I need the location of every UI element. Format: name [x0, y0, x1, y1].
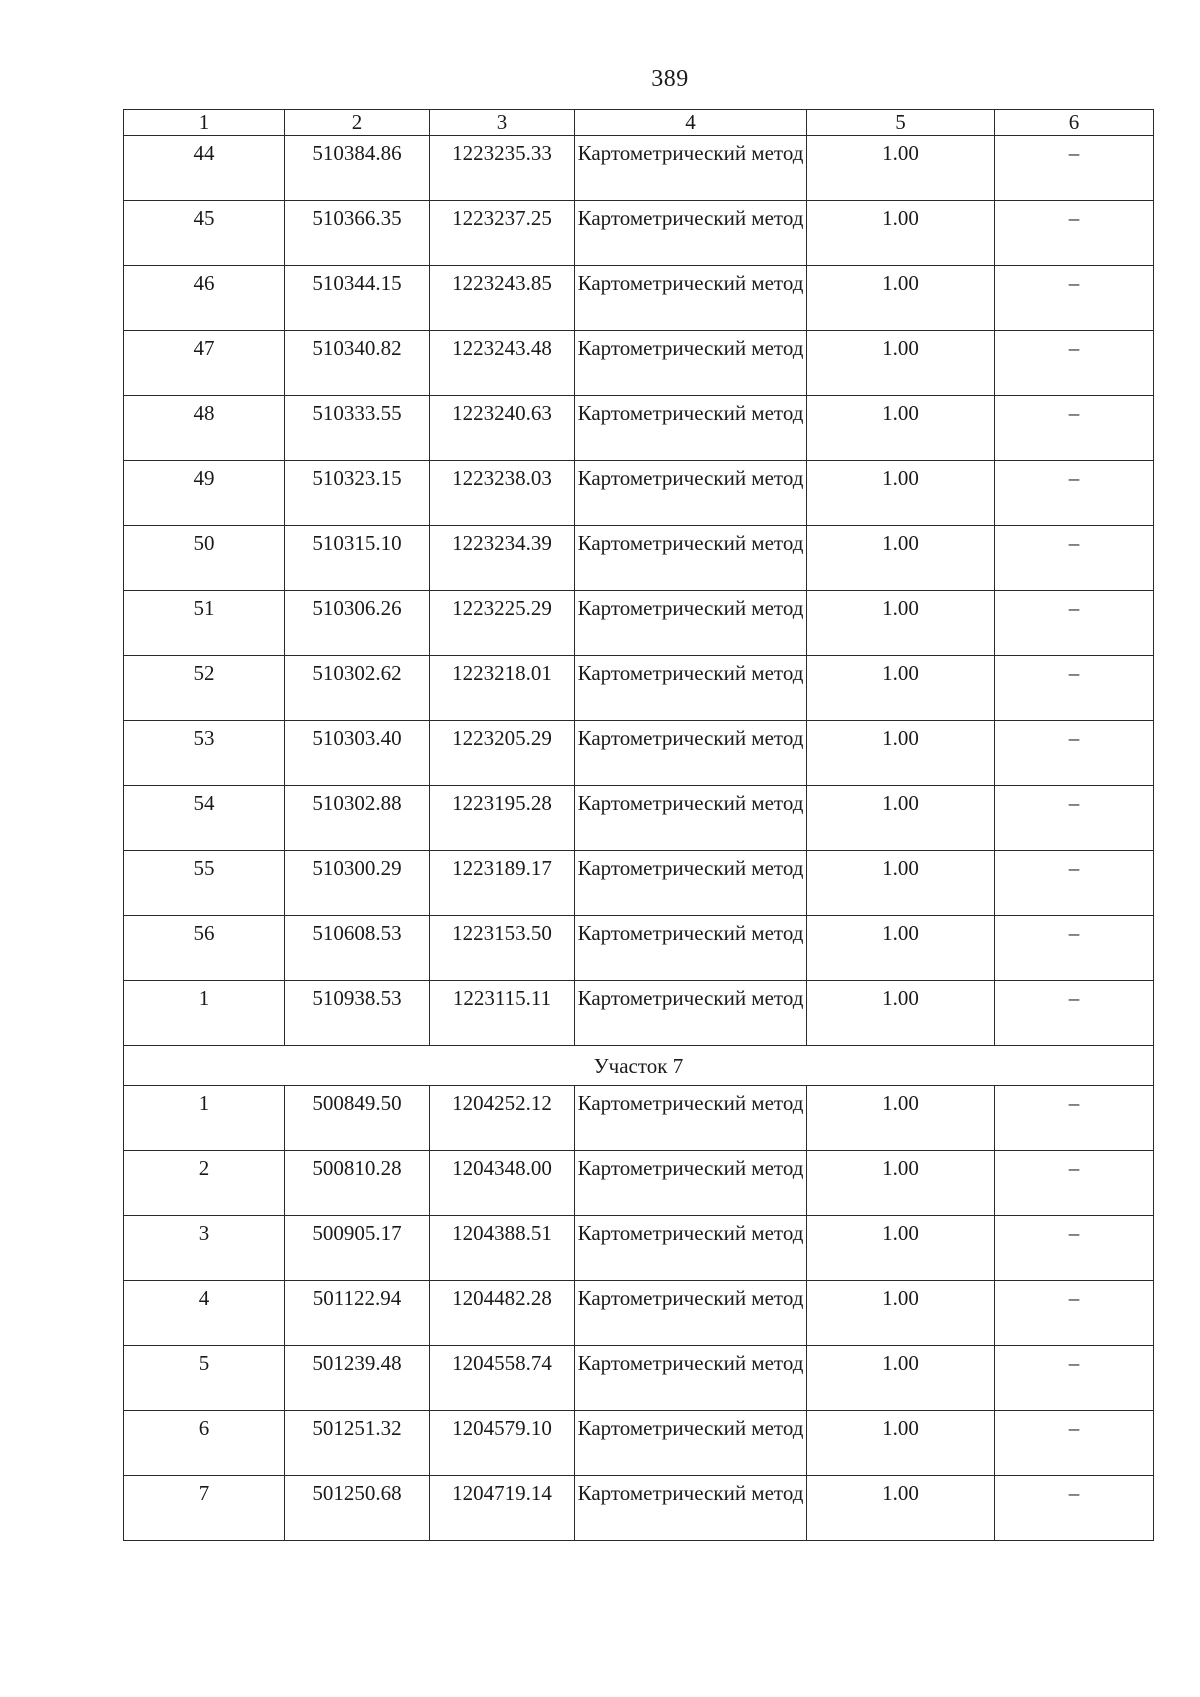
table-row	[124, 656, 1154, 721]
y-coordinate-cell: 1223234.39	[430, 526, 575, 591]
x-coordinate-cell: 510344.15	[285, 266, 430, 331]
point-number-cell: 6	[124, 1411, 285, 1476]
note-cell: –	[995, 201, 1154, 266]
method-cell: Картометрический метод	[575, 1476, 807, 1541]
point-number-cell: 2	[124, 1151, 285, 1216]
page-number: 389	[651, 66, 689, 92]
table-row	[124, 1216, 1154, 1281]
note-cell: –	[995, 1281, 1154, 1346]
x-coordinate-cell: 510384.86	[285, 136, 430, 201]
method-cell: Картометрический метод	[575, 1216, 807, 1281]
y-coordinate-cell: 1223205.29	[430, 721, 575, 786]
method-cell: Картометрический метод	[575, 266, 807, 331]
table-row	[124, 1086, 1154, 1151]
point-number-cell: 56	[124, 916, 285, 981]
y-coordinate-cell: 1223235.33	[430, 136, 575, 201]
section-title-row	[124, 1046, 1154, 1086]
method-cell: Картометрический метод	[575, 721, 807, 786]
table-row	[124, 1281, 1154, 1346]
accuracy-cell: 1.00	[807, 266, 995, 331]
table-row	[124, 851, 1154, 916]
note-cell: –	[995, 1411, 1154, 1476]
method-cell: Картометрический метод	[575, 526, 807, 591]
x-coordinate-cell: 500810.28	[285, 1151, 430, 1216]
table-row	[124, 201, 1154, 266]
point-number-cell: 7	[124, 1476, 285, 1541]
note-cell: –	[995, 591, 1154, 656]
accuracy-cell: 1.00	[807, 1346, 995, 1411]
table-row	[124, 266, 1154, 331]
method-cell: Картометрический метод	[575, 981, 807, 1046]
table-row	[124, 1151, 1154, 1216]
x-coordinate-cell: 510340.82	[285, 331, 430, 396]
method-cell: Картометрический метод	[575, 1411, 807, 1476]
table-row	[124, 721, 1154, 786]
y-coordinate-cell: 1204579.10	[430, 1411, 575, 1476]
method-cell: Картометрический метод	[575, 136, 807, 201]
accuracy-cell: 1.00	[807, 331, 995, 396]
point-number-cell: 1	[124, 1086, 285, 1151]
accuracy-cell: 1.00	[807, 201, 995, 266]
table-row	[124, 1476, 1154, 1541]
table-row	[124, 1411, 1154, 1476]
table-row	[124, 1346, 1154, 1411]
accuracy-cell: 1.00	[807, 526, 995, 591]
method-cell: Картометрический метод	[575, 331, 807, 396]
y-coordinate-cell: 1223115.11	[430, 981, 575, 1046]
table-row	[124, 461, 1154, 526]
y-coordinate-cell: 1204482.28	[430, 1281, 575, 1346]
note-cell: –	[995, 331, 1154, 396]
coordinates-table	[123, 109, 1154, 1541]
accuracy-cell: 1.00	[807, 1411, 995, 1476]
x-coordinate-cell: 501239.48	[285, 1346, 430, 1411]
point-number-cell: 46	[124, 266, 285, 331]
accuracy-cell: 1.00	[807, 981, 995, 1046]
x-coordinate-cell: 510300.29	[285, 851, 430, 916]
point-number-cell: 3	[124, 1216, 285, 1281]
accuracy-cell: 1.00	[807, 1086, 995, 1151]
point-number-cell: 45	[124, 201, 285, 266]
y-coordinate-cell: 1223195.28	[430, 786, 575, 851]
note-cell: –	[995, 1476, 1154, 1541]
x-coordinate-cell: 510323.15	[285, 461, 430, 526]
note-cell: –	[995, 851, 1154, 916]
y-coordinate-cell: 1204252.12	[430, 1086, 575, 1151]
table-row	[124, 786, 1154, 851]
y-coordinate-cell: 1223237.25	[430, 201, 575, 266]
point-number-cell: 52	[124, 656, 285, 721]
method-cell: Картометрический метод	[575, 656, 807, 721]
x-coordinate-cell: 510306.26	[285, 591, 430, 656]
point-number-cell: 5	[124, 1346, 285, 1411]
note-cell: –	[995, 266, 1154, 331]
note-cell: –	[995, 1086, 1154, 1151]
method-cell: Картометрический метод	[575, 396, 807, 461]
y-coordinate-cell: 1223225.29	[430, 591, 575, 656]
method-cell: Картометрический метод	[575, 1346, 807, 1411]
accuracy-cell: 1.00	[807, 851, 995, 916]
column-header: 2	[285, 110, 430, 136]
point-number-cell: 48	[124, 396, 285, 461]
method-cell: Картометрический метод	[575, 916, 807, 981]
accuracy-cell: 1.00	[807, 591, 995, 656]
table-row	[124, 136, 1154, 201]
accuracy-cell: 1.00	[807, 136, 995, 201]
accuracy-cell: 1.00	[807, 396, 995, 461]
point-number-cell: 49	[124, 461, 285, 526]
column-number-header-row	[124, 110, 1154, 136]
note-cell: –	[995, 981, 1154, 1046]
point-number-cell: 55	[124, 851, 285, 916]
accuracy-cell: 1.00	[807, 786, 995, 851]
y-coordinate-cell: 1223243.85	[430, 266, 575, 331]
note-cell: –	[995, 656, 1154, 721]
point-number-cell: 1	[124, 981, 285, 1046]
point-number-cell: 53	[124, 721, 285, 786]
y-coordinate-cell: 1204388.51	[430, 1216, 575, 1281]
y-coordinate-cell: 1204558.74	[430, 1346, 575, 1411]
table-row	[124, 981, 1154, 1046]
y-coordinate-cell: 1223189.17	[430, 851, 575, 916]
accuracy-cell: 1.00	[807, 461, 995, 526]
note-cell: –	[995, 916, 1154, 981]
note-cell: –	[995, 721, 1154, 786]
accuracy-cell: 1.00	[807, 1216, 995, 1281]
point-number-cell: 54	[124, 786, 285, 851]
accuracy-cell: 1.00	[807, 1281, 995, 1346]
point-number-cell: 4	[124, 1281, 285, 1346]
table-row	[124, 396, 1154, 461]
x-coordinate-cell: 510608.53	[285, 916, 430, 981]
column-header: 4	[575, 110, 807, 136]
note-cell: –	[995, 136, 1154, 201]
column-header: 6	[995, 110, 1154, 136]
method-cell: Картометрический метод	[575, 461, 807, 526]
method-cell: Картометрический метод	[575, 1281, 807, 1346]
table-row	[124, 591, 1154, 656]
method-cell: Картометрический метод	[575, 591, 807, 656]
y-coordinate-cell: 1204348.00	[430, 1151, 575, 1216]
table-row	[124, 331, 1154, 396]
x-coordinate-cell: 500849.50	[285, 1086, 430, 1151]
accuracy-cell: 1.00	[807, 916, 995, 981]
x-coordinate-cell: 510938.53	[285, 981, 430, 1046]
note-cell: –	[995, 1346, 1154, 1411]
x-coordinate-cell: 501122.94	[285, 1281, 430, 1346]
note-cell: –	[995, 396, 1154, 461]
table-row	[124, 916, 1154, 981]
accuracy-cell: 1.00	[807, 656, 995, 721]
x-coordinate-cell: 501251.32	[285, 1411, 430, 1476]
y-coordinate-cell: 1204719.14	[430, 1476, 575, 1541]
note-cell: –	[995, 461, 1154, 526]
column-header: 5	[807, 110, 995, 136]
x-coordinate-cell: 501250.68	[285, 1476, 430, 1541]
x-coordinate-cell: 500905.17	[285, 1216, 430, 1281]
note-cell: –	[995, 1216, 1154, 1281]
y-coordinate-cell: 1223153.50	[430, 916, 575, 981]
y-coordinate-cell: 1223238.03	[430, 461, 575, 526]
point-number-cell: 47	[124, 331, 285, 396]
y-coordinate-cell: 1223240.63	[430, 396, 575, 461]
method-cell: Картометрический метод	[575, 1151, 807, 1216]
x-coordinate-cell: 510366.35	[285, 201, 430, 266]
table-body	[124, 110, 1154, 1541]
column-header: 3	[430, 110, 575, 136]
note-cell: –	[995, 1151, 1154, 1216]
note-cell: –	[995, 786, 1154, 851]
y-coordinate-cell: 1223218.01	[430, 656, 575, 721]
x-coordinate-cell: 510302.88	[285, 786, 430, 851]
column-header: 1	[124, 110, 285, 136]
x-coordinate-cell: 510315.10	[285, 526, 430, 591]
method-cell: Картометрический метод	[575, 201, 807, 266]
point-number-cell: 51	[124, 591, 285, 656]
y-coordinate-cell: 1223243.48	[430, 331, 575, 396]
section-title: Участок 7	[124, 1046, 1154, 1086]
note-cell: –	[995, 526, 1154, 591]
x-coordinate-cell: 510333.55	[285, 396, 430, 461]
table-row	[124, 526, 1154, 591]
accuracy-cell: 1.00	[807, 1151, 995, 1216]
point-number-cell: 44	[124, 136, 285, 201]
point-number-cell: 50	[124, 526, 285, 591]
method-cell: Картометрический метод	[575, 786, 807, 851]
accuracy-cell: 1.00	[807, 1476, 995, 1541]
x-coordinate-cell: 510302.62	[285, 656, 430, 721]
method-cell: Картометрический метод	[575, 851, 807, 916]
accuracy-cell: 1.00	[807, 721, 995, 786]
method-cell: Картометрический метод	[575, 1086, 807, 1151]
x-coordinate-cell: 510303.40	[285, 721, 430, 786]
